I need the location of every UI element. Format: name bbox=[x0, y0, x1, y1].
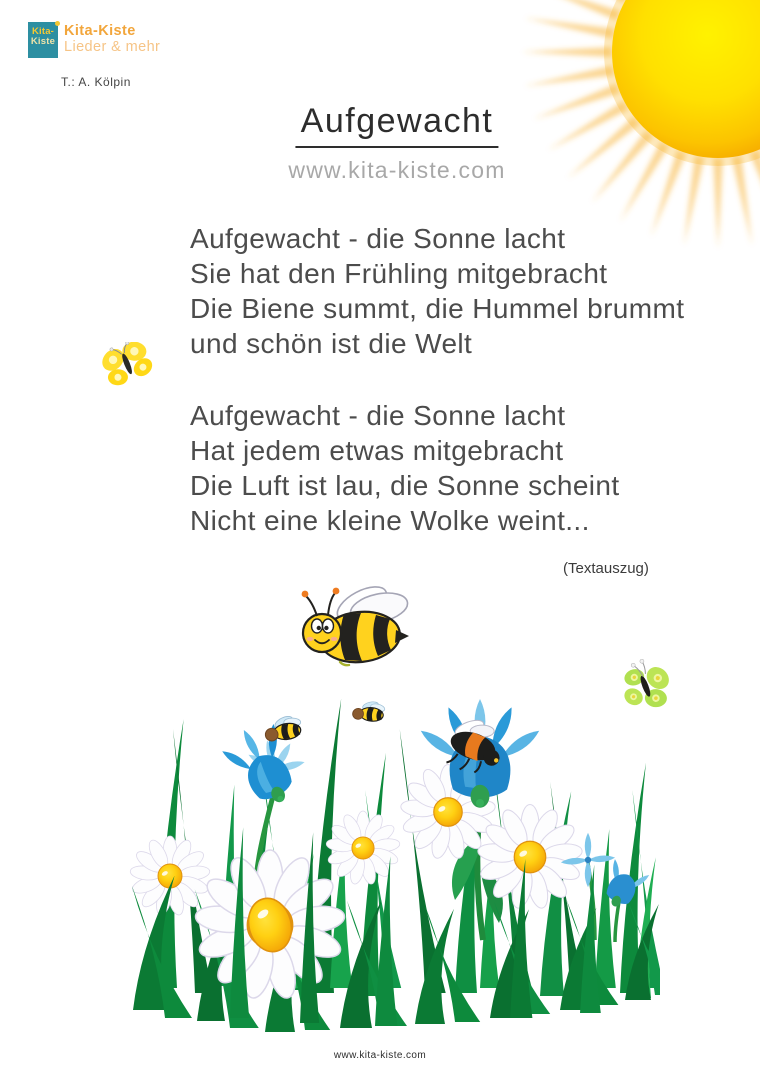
lyric-line: Die Biene summt, die Hummel brummt bbox=[190, 293, 685, 324]
title-block bbox=[288, 102, 505, 184]
logo-box-line1: Kita- bbox=[31, 26, 55, 37]
footer-url: www.kita-kiste.com bbox=[333, 1050, 427, 1061]
logo-tagline: Lieder & mehr bbox=[64, 39, 161, 55]
excerpt-note: (Textauszug) bbox=[563, 560, 649, 577]
mini-bee-icon bbox=[263, 713, 303, 743]
logo-text bbox=[64, 22, 160, 58]
lyric-line: Sie hat den Frühling mitgebracht bbox=[190, 258, 608, 289]
lyric-line: Hat jedem etwas mitgebracht bbox=[190, 435, 564, 466]
kita-kiste-logo bbox=[28, 22, 160, 58]
logo-spark-icon bbox=[55, 21, 60, 26]
logo-box-line2: Kiste bbox=[30, 36, 56, 47]
lyric-line: Die Luft ist lau, die Sonne scheint bbox=[190, 470, 620, 501]
verse-1 bbox=[190, 221, 684, 361]
verse-2 bbox=[190, 398, 620, 538]
mini-bee-icon bbox=[352, 698, 386, 722]
lyric-line: Aufgewacht - die Sonne lacht bbox=[190, 223, 566, 254]
lyric-line: und schön ist die Welt bbox=[190, 328, 473, 359]
logo-brand-name: Kita-Kiste bbox=[64, 23, 136, 39]
lyric-line: Nicht eine kleine Wolke weint... bbox=[190, 505, 590, 536]
page-title: Aufgewacht bbox=[296, 102, 499, 148]
website-url: www.kita-kiste.com bbox=[288, 157, 506, 183]
bee-icon bbox=[283, 580, 415, 670]
lyric-line: Aufgewacht - die Sonne lacht bbox=[190, 400, 566, 431]
logo-square-icon bbox=[28, 22, 58, 58]
yellow-butterfly-icon bbox=[101, 342, 153, 388]
flower-meadow-icon bbox=[125, 688, 660, 1035]
author-credit: T.: A. Kölpin bbox=[61, 75, 131, 89]
